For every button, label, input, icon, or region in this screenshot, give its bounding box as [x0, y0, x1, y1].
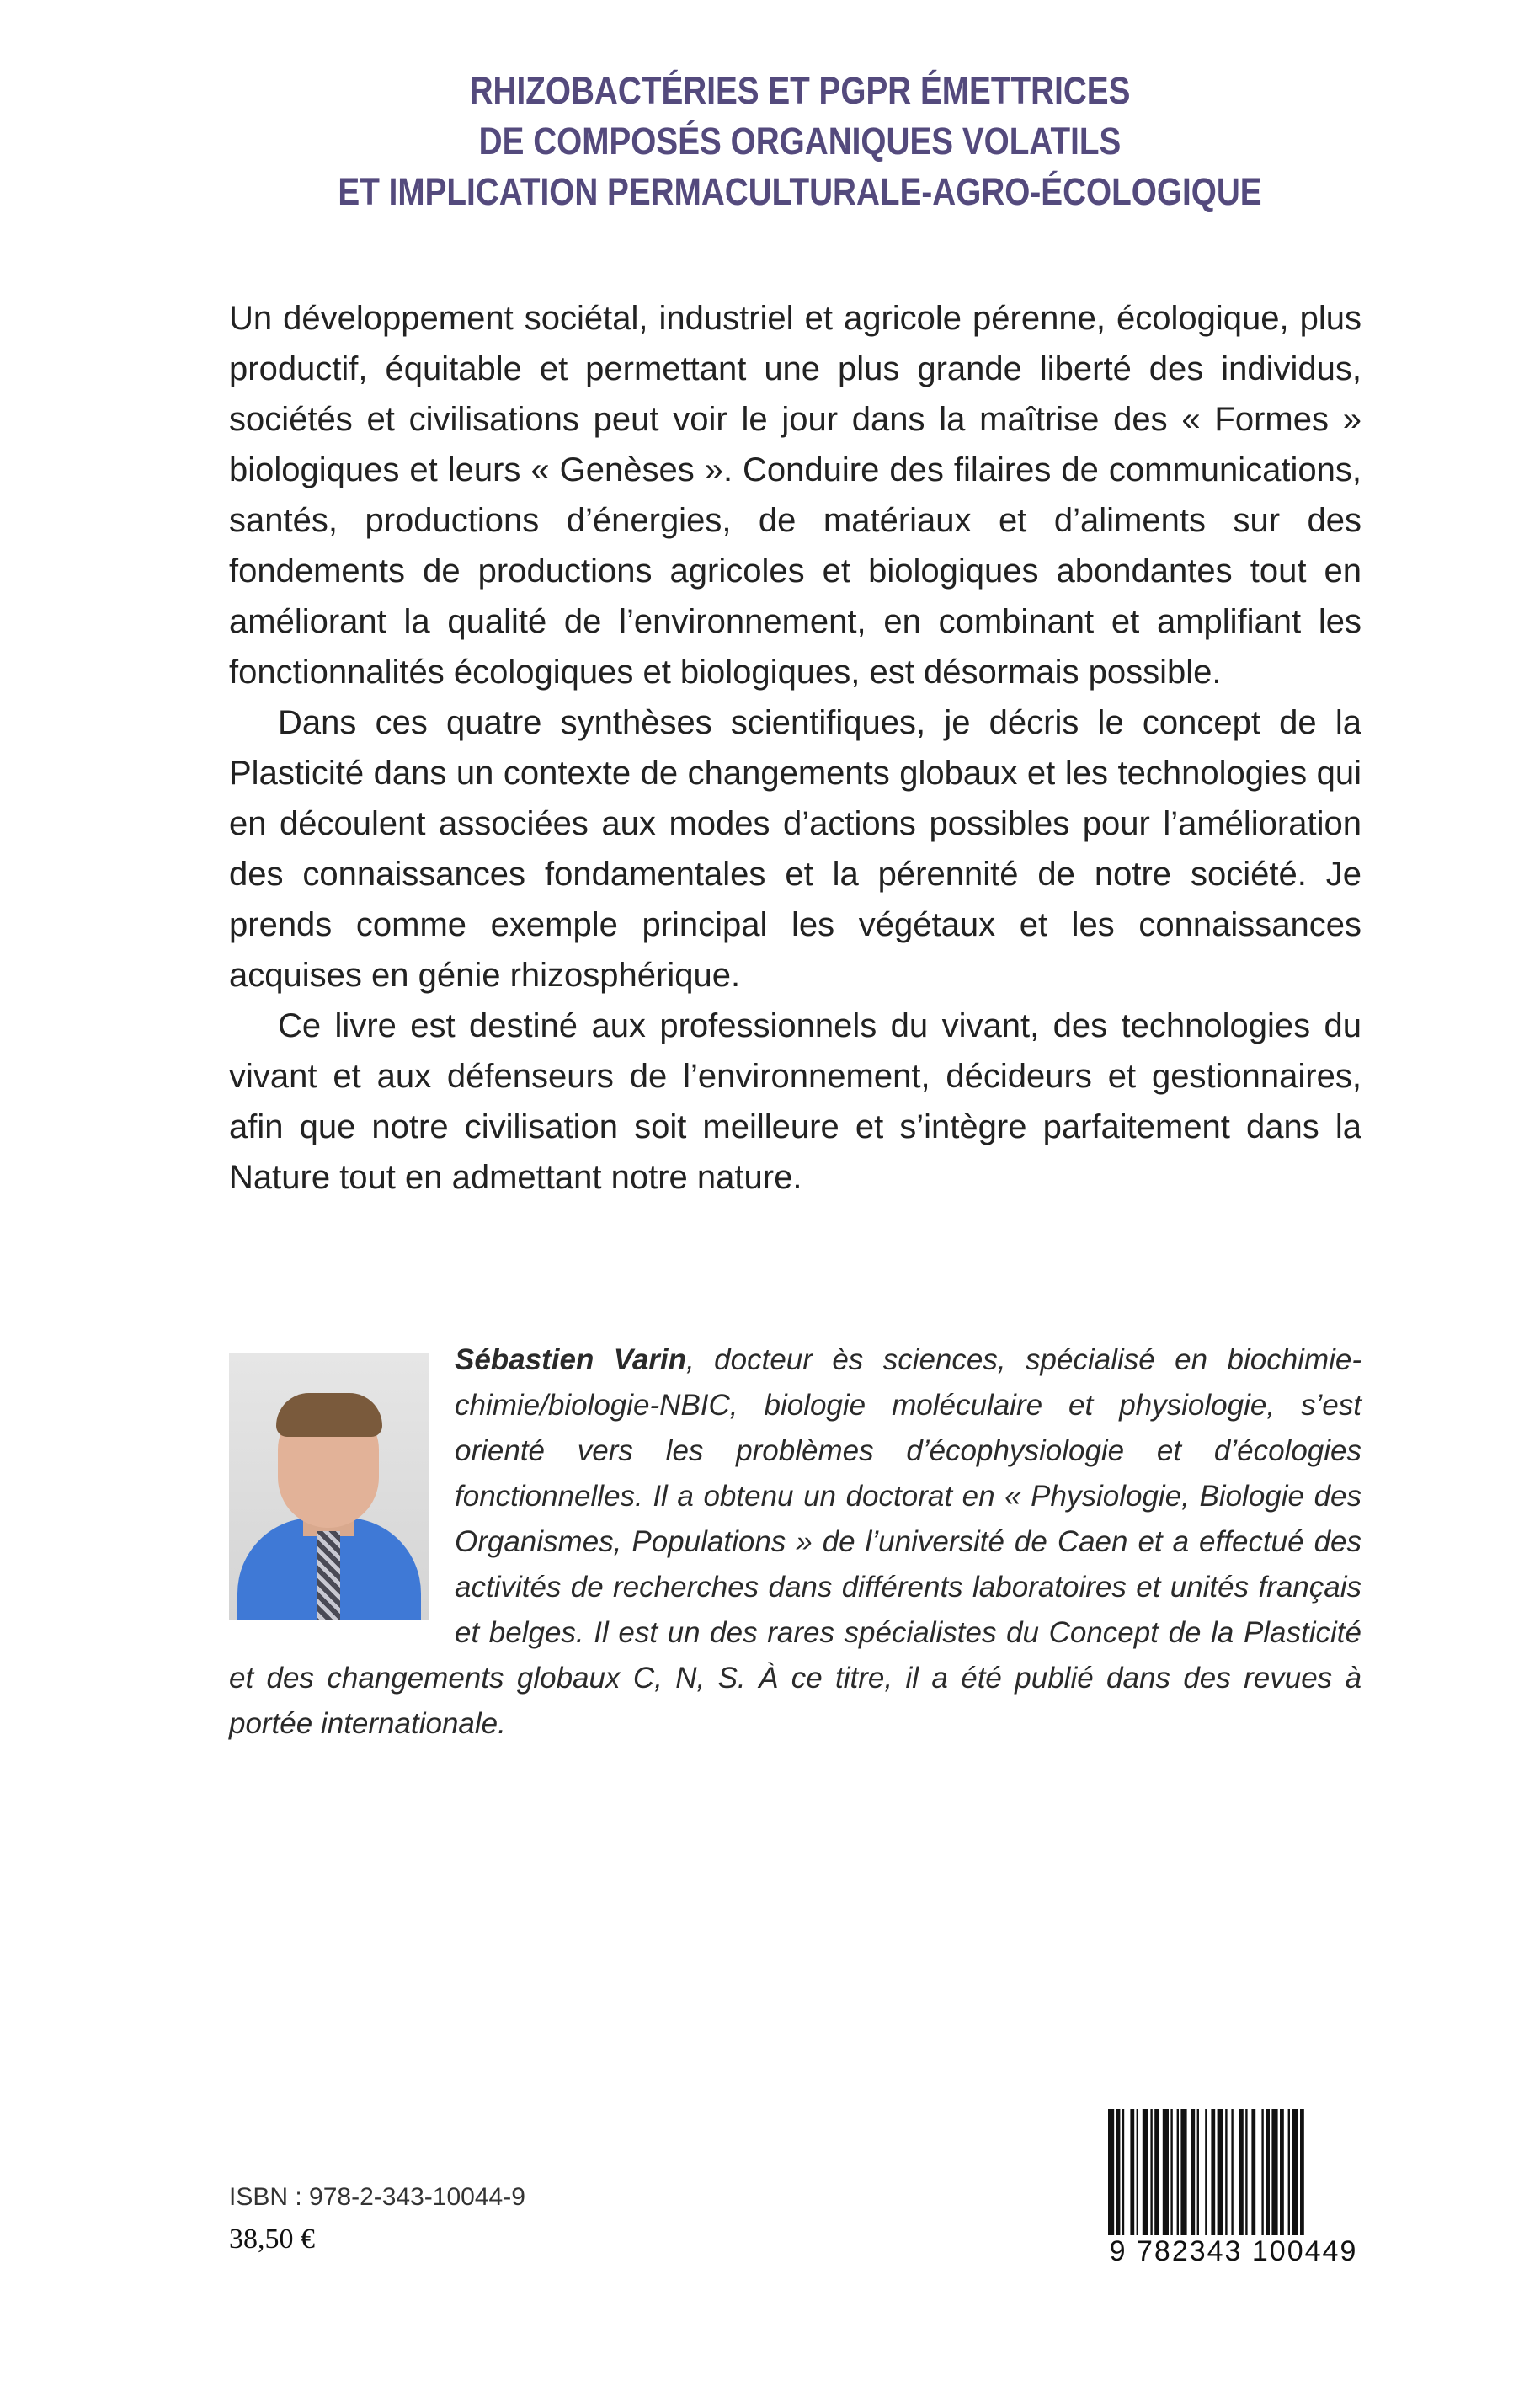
isbn: ISBN : 978-2-343-10044-9	[229, 2183, 525, 2211]
blurb-paragraph-3: Ce livre est destiné aux professionnels du vivant, des technologies du vivant et aux défenseurs de l’environnement, décideurs et gestionnaires, afin que notre civilisation soit meilleure et s’intègre parfaitement dans la Nature tout en admettant notre nature.	[229, 1007, 1361, 1196]
author-name: Sébastien Varin	[455, 1343, 687, 1376]
title-line-1: RHIZOBACTÉRIES ET PGPR ÉMETTRICES	[469, 69, 1131, 112]
blurb-paragraph-1: Un développement sociétal, industriel et agricole pérenne, écologique, plus productif, équitable et permettant une plus grande liberté des individus, sociétés et civilisations peut voir le jour dans la maîtrise des « Formes » biologiques et leurs « Genèses ». Conduire des filaires de communications, santés, productions d’énergies, de matériaux et d’aliments sur des fondements de productions agricoles et biologiques abondantes tout en améliorant la qualité de l’environnement, en combinant et amplifiant les fonctionnalités écologiques et biologiques, est désormais possible.	[229, 300, 1361, 691]
price: 38,50 €	[229, 2223, 315, 2255]
barcode-digits: 9 782343 100449	[1109, 2235, 1358, 2267]
title-line-3: ET IMPLICATION PERMACULTURALE-AGRO-ÉCOLOGIQUE	[338, 170, 1262, 213]
author-bio	[229, 1337, 1361, 1747]
blurb-paragraph-2: Dans ces quatre synthèses scientifiques, je décris le concept de la Plasticité dans un contexte de changements globaux et les technologies qui en découlent associées aux modes d’actions possibles pour l’amélioration des connaissances fondamentales et la pérennité de notre société. Je prends comme exemple principal les végétaux et les connaissances acquises en génie rhizosphérique.	[229, 704, 1361, 994]
title-line-2: DE COMPOSÉS ORGANIQUES VOLATILS	[478, 120, 1122, 163]
book-title	[126, 66, 1473, 217]
blurb	[229, 293, 1361, 1203]
author-photo	[229, 1353, 429, 1620]
author-bio-text: , docteur ès sciences, spécialisé en biochimie-chimie/biologie-NBIC, biologie moléculaire et physiologie, s’est orienté vers les problèmes d’écophysiologie et d’écologies fonctionnelles. Il a obtenu un doctorat en « Physiologie, Biologie des Organismes, Populations » de l’université de Caen et a effectué des activités de recherches dans différents laboratoires et unités français et belges. Il est un des rares spécialistes du Concept de la Plasticité et des changements globaux C, N, S. À ce titre, il a été publié dans des revues à portée internationale.	[229, 1343, 1361, 1740]
